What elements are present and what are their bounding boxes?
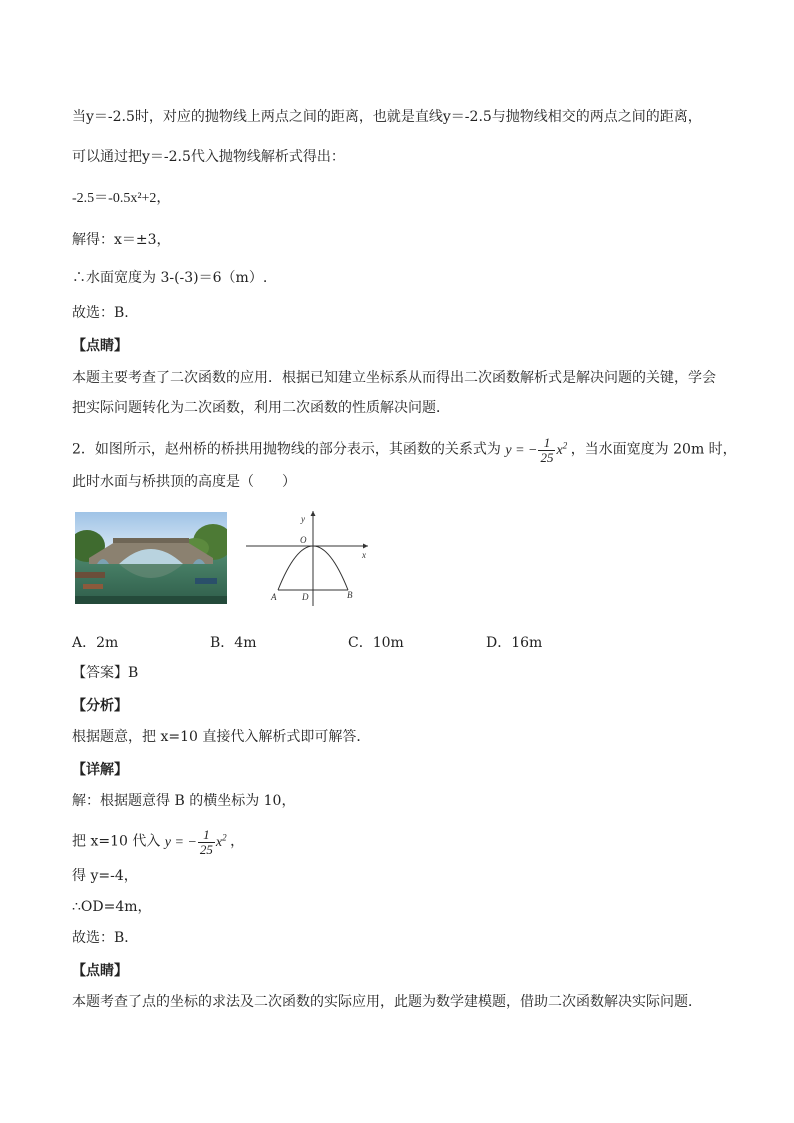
formula: y = − $\frac{1}{25}$ $x^2$ [505,435,568,465]
y-label: y [301,514,305,524]
detail-line-5: 故选：B． [72,930,139,946]
point-a-label: A [271,592,277,602]
x-label: x [362,550,366,560]
bridge-photo [75,512,227,604]
detail-line-4: ∴OD=4m， [72,899,152,915]
origin-label: O [300,535,307,545]
option-b[interactable]: B．4m [210,635,257,651]
note-line-2: 把实际问题转化为二次函数，利用二次函数的性质解决问题． [72,400,450,416]
analysis-text: 根据题意，把 x=10 直接代入解析式即可解答． [72,729,371,745]
text-line-1: 当y＝-2.5时，对应的抛物线上两点之间的距离，也就是直线y＝-2.5与抛物线相交的两点之间的距离， [72,109,702,125]
detail-line-1: 解：根据题意得 B 的横坐标为 10， [72,793,296,809]
analysis-tag: 【分析】 [72,698,128,714]
text-line-2: 可以通过把y＝-2.5代入抛物线解析式得出： [72,149,345,165]
point-b-label: B [347,590,353,600]
note-line-1: 本题主要考查了二次函数的应用．根据已知建立坐标系从而得出二次函数解析式是解决问题的关键，学会 [72,370,716,386]
comment-text: 本题考查了点的坐标的求法及二次函数的实际应用，此题为数学建模题，借助二次函数解决实际问题． [72,994,702,1010]
point-d-label: D [302,592,309,602]
detail-tag: 【详解】 [72,762,128,778]
choice-line: 故选：B. [72,305,129,321]
detail-line-2: 把 x=10 代入 y = − $\frac{1}{25}$ $x^2$ ， [72,827,245,857]
comment-tag: 【点睛】 [72,963,128,979]
detail-line-3: 得 y=-4， [72,868,138,884]
answer-tag: 【答案】B [72,665,139,681]
question-tail: ，当水面宽度为 20m 时， [570,441,737,458]
question-lead: 2．如图所示，赵州桥的桥拱用抛物线的部分表示，其函数的关系式为 [72,441,501,458]
option-a[interactable]: A．2m [72,635,119,651]
equation-line: -2.5＝-0.5x²+2， [72,191,171,206]
question-line-2: 此时水面与桥拱顶的高度是（ ） [72,474,296,490]
option-c[interactable]: C．10m [348,635,404,651]
section-tag-dianjing: 【点睛】 [72,338,128,354]
formula-2: y = − $\frac{1}{25}$ $x^2$ [164,827,227,857]
option-d[interactable]: D．16m [486,635,543,651]
parabola-graph [244,508,374,608]
question-line-1 [72,436,737,465]
width-line: ∴水面宽度为 3-(-3)＝6（m）. [72,270,268,286]
solve-line: 解得：x＝±3， [72,232,171,248]
